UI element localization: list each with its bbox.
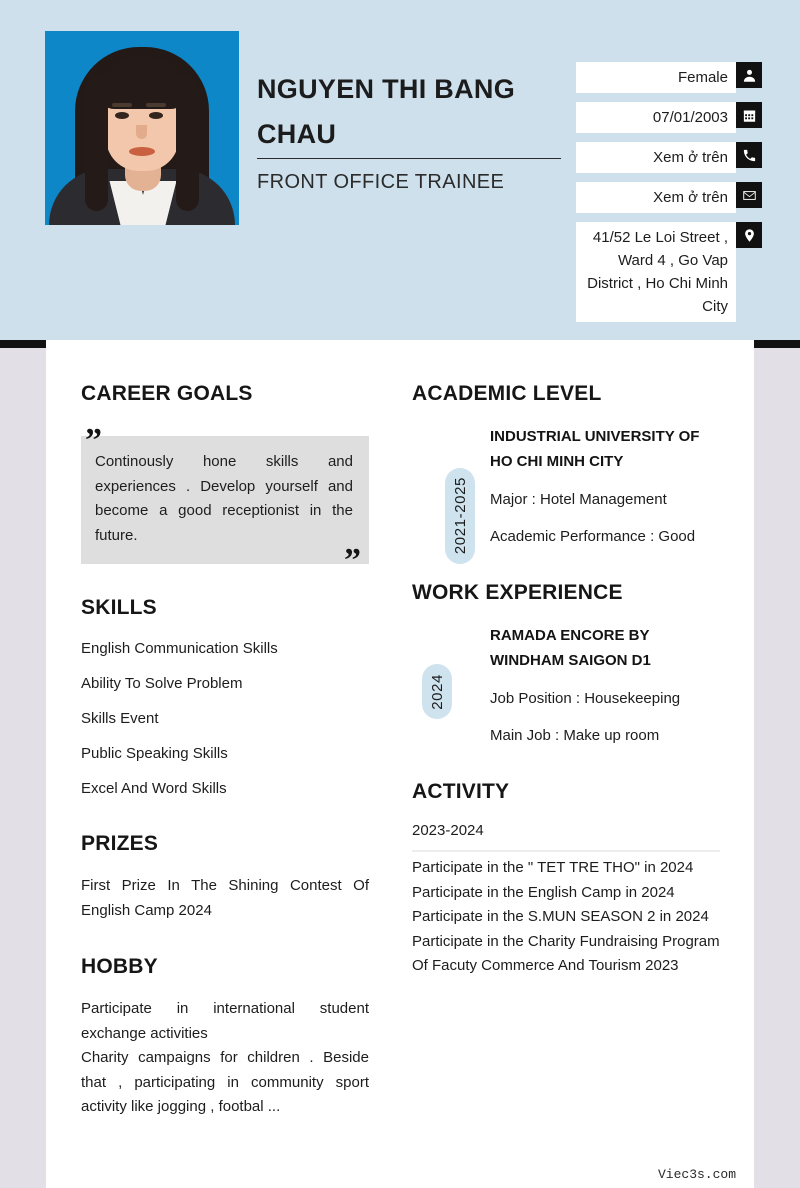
person-icon bbox=[736, 62, 762, 88]
cv-body-card bbox=[46, 340, 754, 1188]
prizes-text: First Prize In The Shining Contest Of English Camp 2024 bbox=[81, 877, 369, 919]
right-edge-bar bbox=[754, 340, 800, 348]
contact-row-address bbox=[576, 222, 762, 322]
work-company: RAMADA ENCORE BY WINDHAM SAIGON D1 bbox=[490, 627, 651, 669]
list-item: Skills Event bbox=[81, 710, 159, 727]
academic-year-label: 2021-2025 bbox=[451, 477, 469, 555]
photo-hair-side-left bbox=[85, 75, 108, 211]
photo-brow-left bbox=[112, 103, 132, 107]
photo-nose bbox=[136, 125, 147, 139]
section-heading-activity: ACTIVITY bbox=[412, 780, 510, 803]
work-entry bbox=[412, 623, 720, 748]
contact-value-gender: Female bbox=[576, 62, 736, 93]
contact-row-gender bbox=[576, 62, 762, 93]
left-column bbox=[81, 382, 369, 1120]
profile-photo bbox=[45, 31, 239, 225]
contact-list bbox=[576, 62, 762, 331]
list-item: Participate in the English Camp in 2024 bbox=[412, 883, 675, 901]
photo-hair-side-right bbox=[176, 75, 199, 211]
hobby-line-1: Participate in international student exchange activities bbox=[81, 1000, 369, 1042]
contact-row-birthdate bbox=[576, 102, 762, 133]
career-goals-text: Continously hone skills and experiences . Develop yourself and become a good receptionist in the future. bbox=[81, 436, 369, 564]
photo-brow-right bbox=[146, 103, 166, 107]
name-divider bbox=[257, 158, 561, 159]
section-heading-work-experience: WORK EXPERIENCE bbox=[412, 581, 623, 604]
quote-open-icon: ” bbox=[85, 422, 102, 459]
contact-row-email[interactable] bbox=[576, 182, 762, 213]
career-goals-block bbox=[81, 422, 369, 579]
activity-year-range: 2023-2024 bbox=[412, 822, 484, 839]
photo-hair-top bbox=[99, 57, 186, 109]
section-heading-skills: SKILLS bbox=[81, 596, 157, 619]
envelope-icon bbox=[736, 182, 762, 208]
academic-major: Major : Hotel Management bbox=[490, 491, 667, 508]
list-item: English Communication Skills bbox=[81, 640, 278, 657]
work-year-badge bbox=[422, 664, 452, 719]
list-item: Participate in the " TET TRE THO" in 2024 bbox=[412, 859, 694, 876]
work-position: Job Position : Housekeeping bbox=[490, 690, 681, 707]
watermark: Viec3s.com bbox=[657, 1167, 736, 1182]
candidate-name: NGUYEN THI BANG CHAU bbox=[257, 74, 516, 149]
phone-icon bbox=[736, 142, 762, 168]
calendar-icon bbox=[736, 102, 762, 128]
photo-eye-right bbox=[149, 112, 163, 119]
photo-mouth bbox=[129, 147, 155, 156]
section-heading-career-goals: CAREER GOALS bbox=[81, 382, 253, 405]
list-item: Excel And Word Skills bbox=[81, 780, 227, 797]
cv-header bbox=[0, 0, 800, 340]
activity-divider bbox=[412, 850, 720, 852]
job-title: FRONT OFFICE TRAINEE bbox=[257, 171, 505, 193]
contact-value-phone[interactable]: Xem ở trên bbox=[576, 142, 736, 173]
work-year-label: 2024 bbox=[428, 673, 446, 710]
section-heading-academic-level: ACADEMIC LEVEL bbox=[412, 382, 602, 405]
contact-row-phone[interactable] bbox=[576, 142, 762, 173]
list-item: Public Speaking Skills bbox=[81, 745, 228, 762]
section-heading-hobby: HOBBY bbox=[81, 955, 158, 978]
list-item: Participate in the Charity Fundraising Program Of Facuty Commerce And Tourism 2023 bbox=[412, 932, 720, 974]
academic-entry bbox=[412, 424, 720, 555]
list-item: Ability To Solve Problem bbox=[81, 675, 243, 692]
section-heading-prizes: PRIZES bbox=[81, 832, 159, 855]
academic-performance: Academic Performance : Good bbox=[490, 528, 696, 545]
academic-school: INDUSTRIAL UNIVERSITY OF HO CHI MINH CITY bbox=[490, 428, 700, 470]
right-column bbox=[412, 382, 720, 979]
hobby-line-2: Charity campaigns for children . Beside that , participating in community sport activity like jogging , footbal ... bbox=[81, 1049, 369, 1115]
contact-value-email[interactable]: Xem ở trên bbox=[576, 182, 736, 213]
quote-close-icon: ” bbox=[344, 542, 361, 579]
contact-value-address: 41/52 Le Loi Street , Ward 4 , Go Vap District , Ho Chi Minh City bbox=[576, 222, 736, 322]
list-item: Participate in the S.MUN SEASON 2 in 2024 bbox=[412, 908, 709, 925]
photo-eye-left bbox=[115, 112, 129, 119]
left-edge-bar bbox=[0, 340, 46, 348]
work-main-job: Main Job : Make up room bbox=[490, 727, 660, 744]
location-pin-icon bbox=[736, 222, 762, 248]
contact-value-birthdate: 07/01/2003 bbox=[576, 102, 736, 133]
academic-year-badge bbox=[445, 468, 475, 564]
